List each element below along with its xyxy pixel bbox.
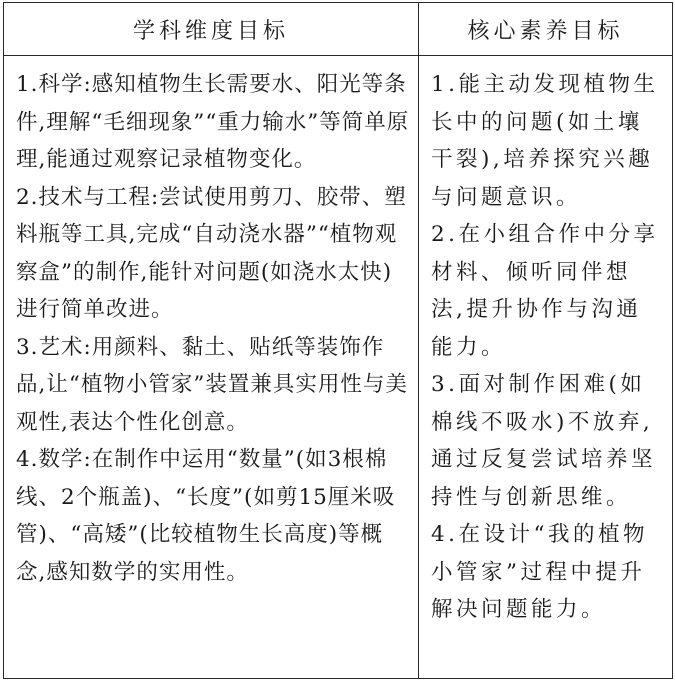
subject-goal-technology: 2.技术与工程:尝试使用剪刀、胶带、塑料瓶等工具,完成“自动浇水器”“植物观察盒”的制作,能针对问题(如浇水太快)进行简单改进。 <box>16 184 407 322</box>
header-row <box>4 3 673 56</box>
header-core-literacy-goals: 核心素养目标 <box>419 3 673 56</box>
goals-table <box>3 2 673 679</box>
core-literacy-goals-cell <box>419 56 673 679</box>
subject-goal-math: 4.数学:在制作中运用“数量”(如3根棉线、2个瓶盖)、“长度”(如剪15厘米吸管)、“高矮”(比较植物生长高度)等概念,感知数学的实用性。 <box>16 447 396 585</box>
core-goal-inquiry: 1.能主动发现植物生长中的问题(如土壤干裂),培养探究兴趣与问题意识。 <box>431 72 659 210</box>
subject-goal-science: 1.科学:感知植物生长需要水、阳光等条件,理解“毛细现象”“重力输水”等简单原理,能通过观察记录植物变化。 <box>16 72 410 172</box>
header-subject-goals: 学科维度目标 <box>4 3 419 56</box>
subject-goals-cell <box>4 56 419 679</box>
core-goal-collaboration: 2.在小组合作中分享材料、倾听同伴想法,提升协作与沟通能力。 <box>431 222 659 360</box>
core-goal-persistence: 3.面对制作困难(如棉线不吸水)不放弃,通过反复尝试培养坚持性与创新思维。 <box>431 372 657 510</box>
subject-goal-art: 3.艺术:用颜料、黏土、贴纸等装饰作品,让“植物小管家”装置兼具实用性与美观性,表达个性化创意。 <box>16 334 408 435</box>
core-goal-problem-solving: 4.在设计“我的植物小管家”过程中提升解决问题能力。 <box>431 522 649 622</box>
content-row <box>4 56 673 679</box>
